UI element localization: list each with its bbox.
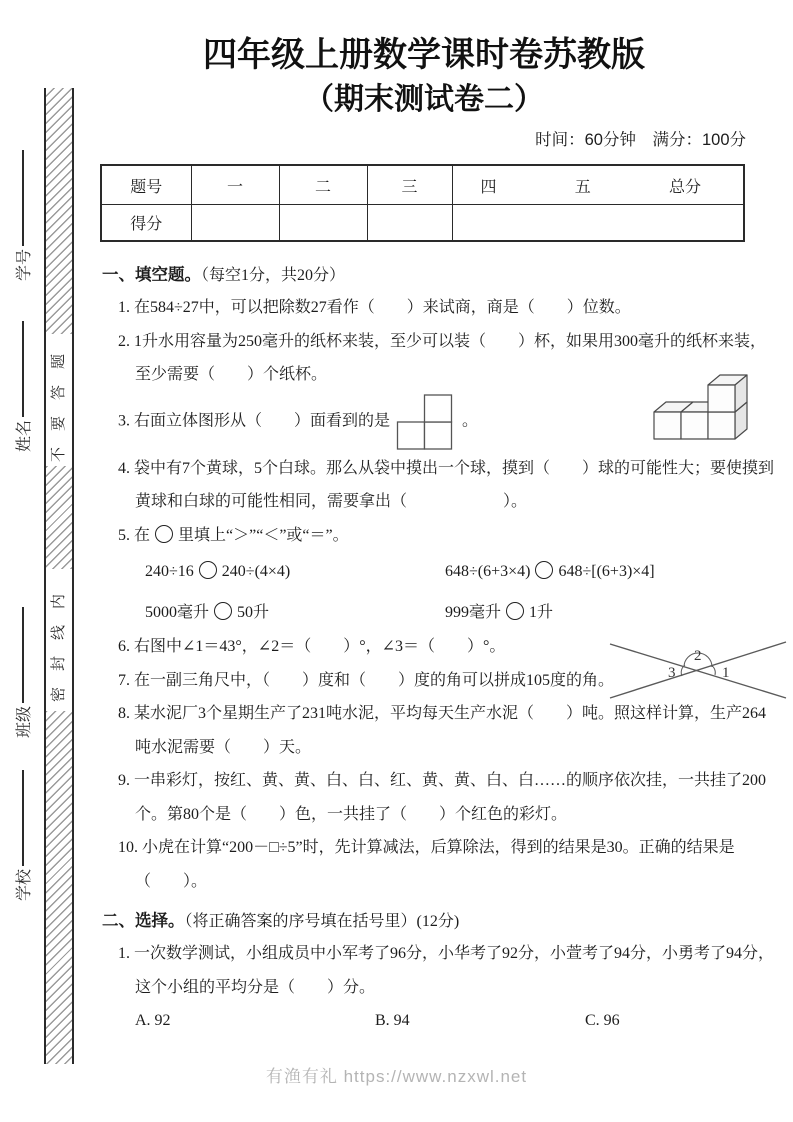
compare-1-right: 240÷(4×4) (221, 563, 291, 580)
option-b: B. 94 (375, 1012, 410, 1029)
question-2: 2. 1升水用容量为250毫升的纸杯来装，至少可以装（ ）杯，如果用300毫升的纸杯来装，至少需要（ ）个纸杯。 (118, 332, 767, 383)
class-field (10, 588, 34, 738)
score-row-label: 得分 (101, 205, 191, 242)
compare-2-right: 648÷[(6+3)×4] (558, 563, 655, 580)
score-table (100, 164, 745, 242)
option-a: A. 92 (135, 1012, 171, 1029)
compare-3-left: 5000毫升 (145, 604, 210, 621)
question-5 (100, 519, 780, 553)
compare-circle-icon (214, 602, 232, 620)
question-3-text: 3. 右面立体图形从（ ）面看到的是 (118, 412, 391, 430)
score-cell-3 (367, 205, 452, 242)
question-4: 4. 袋中有7个黄球，5个白球。那么从袋中摸出一个球，摸到（ ）球的可能性大；要使摸到黄球和白球的可能性相同，需要拿出（ ）。 (118, 459, 775, 510)
section1-heading (102, 260, 748, 291)
options-row (100, 1004, 748, 1037)
angle-2-label: 2 (694, 648, 702, 664)
compare-3-right: 50升 (237, 604, 270, 621)
question-5-pre: 5. 在 (118, 526, 151, 544)
question-1: 1. 在584÷27中，可以把除数27看作（ ）来试商，商是（ ）位数。 (118, 299, 631, 316)
class-label: 班级 (15, 705, 33, 738)
time-score-meta: 时间：60分钟 满分：100分 (535, 131, 746, 149)
score-cell-wide (452, 205, 744, 242)
school-field (10, 751, 34, 901)
cube-stack-figure (644, 358, 784, 463)
question-8: 8. 某水泥厂3个星期生产了231吨水泥，平均每天生产水泥（ ）吨。照这样计算，生产264吨水泥需要（ ）天。 (118, 705, 767, 756)
compare-4-right: 1升 (529, 604, 554, 621)
page-title: 四年级上册数学课时卷苏教版 (203, 36, 645, 74)
question-10: 10. 小虎在计算“200－□÷5”时，先计算减法，后算除法，得到的结果是30。正确的结果是（ ）。 (118, 839, 735, 890)
score-cell-2 (279, 205, 367, 242)
compare-item-3 (145, 597, 445, 628)
compare-item-2 (445, 556, 748, 587)
score-header-total: 总分 (668, 178, 701, 196)
view-shape-figure (396, 392, 456, 452)
section2-title: 二、选择。 (102, 912, 185, 930)
question-9: 9. 一串彩灯，按红、黄、黄、白、白、红、黄、黄、白、白……的顺序依次挂，一共挂了200个。第80个是（ ）色，一共挂了（ ）个红色的彩灯。 (118, 772, 767, 823)
question-3-period: 。 (462, 412, 479, 430)
angle-3-label: 3 (668, 665, 676, 681)
question-6: 6. 右图中∠1＝43°，∠2＝（ ）°，∠3＝（ ）°。 (118, 638, 506, 655)
name-blank-line (21, 321, 24, 417)
score-header-5: 五 (574, 178, 591, 196)
compare-2-left: 648÷(6+3×4) (445, 563, 531, 580)
class-blank-line (21, 607, 24, 703)
name-field (10, 302, 34, 452)
section1-note: （每空1分，共20分） (201, 267, 346, 284)
question-7: 7. 在一副三角尺中，（ ）度和（ ）度的角可以拼成105度的角。 (118, 671, 615, 689)
seal-text-upper: 不要答题 (46, 334, 72, 466)
score-header-3: 三 (367, 165, 452, 205)
score-header-wide (452, 165, 744, 205)
compare-4-left: 999毫升 (445, 604, 502, 621)
score-cell-1 (191, 205, 279, 242)
score-header-2: 二 (279, 165, 367, 205)
compare-item-1 (145, 556, 445, 587)
angle-1-label: 1 (722, 665, 730, 681)
compare-1-left: 240÷16 (145, 563, 194, 580)
score-header-qnum: 题号 (101, 165, 191, 205)
crossing-lines-angle-figure (606, 634, 791, 709)
comparison-grid (100, 556, 748, 628)
seal-text-lower: 密封线内 (46, 569, 72, 711)
score-header-1: 一 (191, 165, 279, 205)
section2-question-1: 1. 一次数学测试，小组成员中小军考了96分，小华考了92分，小萱考了94分，小勇考了94分，这个小组的平均分是（ ）分。 (118, 945, 775, 996)
student-id-blank-line (21, 150, 24, 246)
student-id-field (10, 131, 34, 281)
compare-circle-icon (199, 561, 217, 579)
watermark-footer: 有渔有礼 https://www.nzxwl.net (265, 1067, 528, 1086)
section2-note: （将正确答案的序号填在括号里）(12分) (184, 913, 460, 930)
school-blank-line (21, 770, 24, 866)
fill-circle-icon (155, 525, 173, 543)
compare-circle-icon (535, 561, 553, 579)
compare-item-4 (445, 597, 748, 628)
score-header-4: 四 (480, 178, 497, 196)
name-label: 姓名 (15, 419, 33, 452)
student-id-label: 学号 (15, 248, 33, 281)
option-c: C. 96 (585, 1012, 620, 1029)
compare-circle-icon (506, 602, 524, 620)
score-table-header-row (101, 165, 744, 205)
page-subtitle: （期末测试卷二） (304, 82, 544, 116)
section1-title: 一、填空题。 (102, 266, 201, 284)
question-5-post: 里填上“＞”“＜”或“＝”。 (178, 526, 349, 544)
school-label: 学校 (15, 868, 33, 901)
score-table-score-row (101, 205, 744, 242)
section2-heading (102, 906, 748, 937)
main-content (100, 0, 775, 1037)
